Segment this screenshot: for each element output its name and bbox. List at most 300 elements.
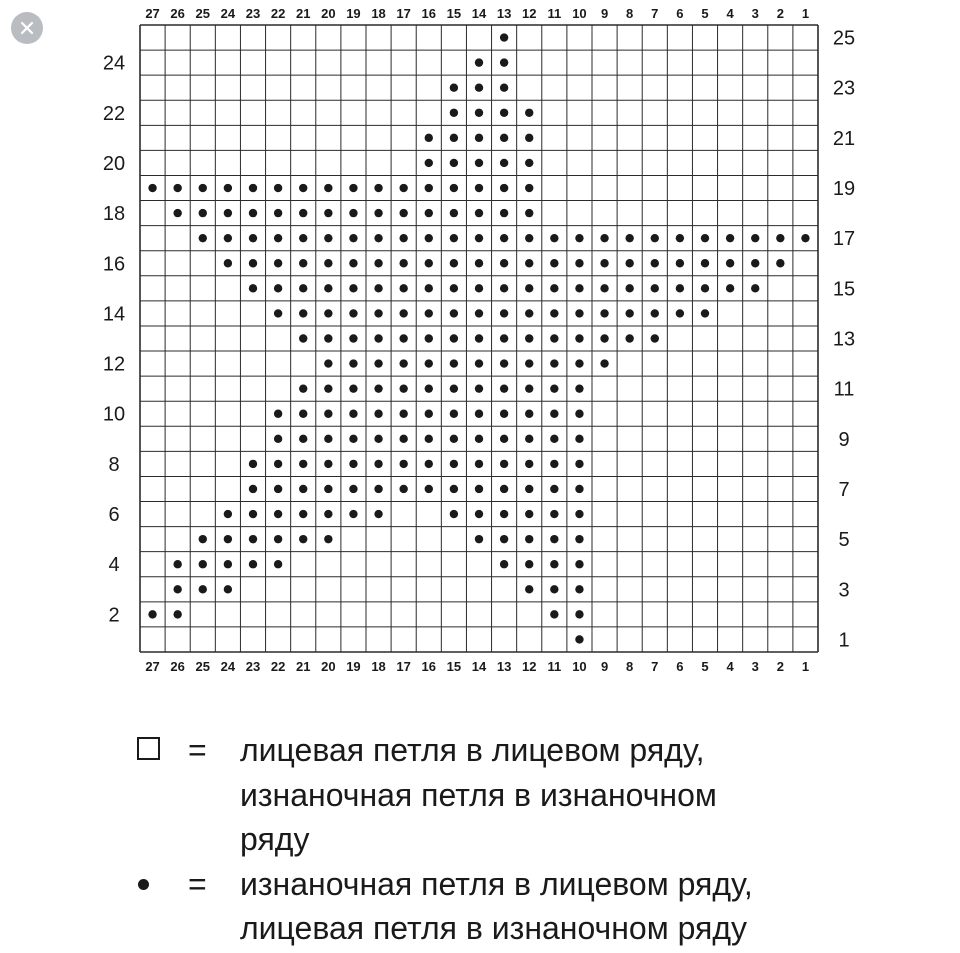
purl-stitch-dot — [651, 259, 659, 267]
column-label-top: 26 — [170, 6, 185, 21]
purl-stitch-dot — [575, 309, 583, 317]
row-label-right: 9 — [838, 428, 850, 451]
column-label-top: 17 — [396, 6, 411, 21]
purl-stitch-dot — [324, 234, 332, 242]
purl-stitch-dot — [349, 209, 357, 217]
row-label-right: 7 — [838, 478, 850, 501]
purl-stitch-dot — [450, 109, 458, 117]
purl-stitch-dot — [500, 159, 508, 167]
purl-stitch-dot — [550, 435, 558, 443]
purl-stitch-dot — [224, 184, 232, 192]
purl-stitch-dot — [299, 209, 307, 217]
column-label-bottom: 22 — [270, 659, 286, 674]
purl-stitch-dot — [299, 284, 307, 292]
column-label-top: 11 — [547, 6, 562, 21]
purl-stitch-dot — [475, 134, 483, 142]
purl-stitch-dot — [399, 184, 407, 192]
purl-stitch-dot — [475, 334, 483, 342]
purl-stitch-dot — [500, 384, 508, 392]
purl-stitch-dot — [450, 410, 458, 418]
purl-stitch-dot — [500, 284, 508, 292]
purl-stitch-dot — [550, 610, 558, 618]
purl-stitch-dot — [525, 259, 533, 267]
column-label-bottom: 1 — [801, 659, 810, 674]
column-label-bottom: 19 — [346, 659, 361, 674]
row-label-right: 25 — [832, 27, 856, 50]
purl-stitch-dot — [374, 234, 382, 242]
purl-stitch-dot — [625, 309, 633, 317]
purl-stitch-dot — [550, 234, 558, 242]
purl-stitch-dot — [349, 184, 357, 192]
row-label-right: 23 — [832, 77, 856, 100]
row-label-right: 17 — [832, 228, 856, 251]
purl-stitch-dot — [199, 535, 207, 543]
purl-stitch-dot — [751, 234, 759, 242]
purl-stitch-dot — [374, 460, 382, 468]
purl-stitch-dot — [525, 410, 533, 418]
purl-stitch-dot — [651, 284, 659, 292]
purl-stitch-dot — [249, 460, 257, 468]
purl-stitch-dot — [726, 284, 734, 292]
purl-stitch-dot — [726, 259, 734, 267]
column-label-top: 2 — [776, 6, 784, 21]
purl-stitch-dot — [349, 334, 357, 342]
purl-stitch-dot — [274, 485, 282, 493]
column-label-bottom: 8 — [626, 659, 634, 674]
purl-stitch-dot — [299, 334, 307, 342]
purl-stitch-dot — [500, 359, 508, 367]
purl-stitch-dot — [425, 485, 433, 493]
purl-stitch-dot — [374, 184, 382, 192]
purl-stitch-dot — [425, 384, 433, 392]
purl-stitch-dot — [224, 535, 232, 543]
purl-stitch-dot — [450, 209, 458, 217]
purl-stitch-dot — [475, 234, 483, 242]
purl-stitch-dot — [475, 159, 483, 167]
column-label-top: 24 — [220, 6, 236, 21]
purl-stitch-dot — [224, 510, 232, 518]
purl-stitch-dot — [399, 234, 407, 242]
row-label-left: 2 — [108, 604, 120, 627]
purl-stitch-dot — [399, 284, 407, 292]
column-label-top: 8 — [626, 6, 634, 21]
purl-stitch-dot — [500, 460, 508, 468]
purl-stitch-dot — [274, 309, 282, 317]
purl-stitch-dot — [525, 535, 533, 543]
purl-stitch-dot — [575, 585, 583, 593]
purl-stitch-dot — [249, 234, 257, 242]
legend-knit-line-3: ряду — [240, 821, 310, 857]
purl-stitch-dot — [525, 384, 533, 392]
purl-stitch-dot — [324, 384, 332, 392]
purl-stitch-dot — [600, 334, 608, 342]
purl-stitch-dot — [349, 435, 357, 443]
purl-stitch-dot — [676, 309, 684, 317]
row-label-left: 20 — [102, 152, 126, 175]
purl-stitch-dot — [324, 359, 332, 367]
row-label-right: 3 — [838, 579, 850, 602]
purl-stitch-dot — [199, 234, 207, 242]
purl-stitch-dot — [575, 284, 583, 292]
purl-stitch-dot — [324, 435, 332, 443]
purl-stitch-dot — [475, 460, 483, 468]
close-icon — [20, 21, 34, 35]
column-label-bottom: 9 — [600, 659, 609, 674]
purl-stitch-dot — [324, 334, 332, 342]
purl-stitch-dot — [249, 259, 257, 267]
purl-stitch-dot — [148, 610, 156, 618]
purl-stitch-dot — [751, 284, 759, 292]
purl-stitch-dot — [475, 435, 483, 443]
purl-stitch-dot — [651, 334, 659, 342]
column-label-top: 1 — [801, 6, 810, 21]
purl-stitch-dot — [475, 109, 483, 117]
purl-stitch-dot — [500, 410, 508, 418]
purl-stitch-dot — [475, 259, 483, 267]
purl-stitch-dot — [349, 259, 357, 267]
purl-stitch-dot — [600, 284, 608, 292]
purl-stitch-dot — [425, 359, 433, 367]
purl-stitch-dot — [500, 259, 508, 267]
purl-stitch-dot — [450, 334, 458, 342]
purl-stitch-dot — [299, 384, 307, 392]
purl-stitch-dot — [500, 134, 508, 142]
purl-stitch-dot — [425, 284, 433, 292]
purl-stitch-dot — [425, 460, 433, 468]
purl-stitch-dot — [324, 485, 332, 493]
purl-stitch-dot — [525, 485, 533, 493]
column-label-bottom: 12 — [521, 659, 537, 674]
row-label-right: 5 — [838, 529, 850, 552]
purl-stitch-dot — [525, 109, 533, 117]
column-label-top: 13 — [496, 6, 512, 21]
purl-stitch-dot — [500, 234, 508, 242]
purl-stitch-dot — [224, 234, 232, 242]
purl-stitch-dot — [450, 359, 458, 367]
legend-knit-line-1: лицевая петля в лицевом ряду, — [240, 732, 705, 768]
column-label-bottom: 27 — [145, 659, 160, 674]
purl-stitch-dot — [550, 309, 558, 317]
purl-stitch-dot — [575, 460, 583, 468]
purl-stitch-dot — [374, 209, 382, 217]
purl-stitch-dot — [550, 535, 558, 543]
legend-purl-line-2: лицевая петля в изнаночном ряду — [240, 910, 748, 946]
legend-purl-line-1: изнаночная петля в лицевом ряду, — [240, 866, 753, 902]
purl-stitch-dot — [425, 259, 433, 267]
purl-stitch-dot — [575, 635, 583, 643]
purl-stitch-dot — [173, 610, 181, 618]
purl-stitch-dot — [274, 435, 282, 443]
purl-stitch-dot — [324, 309, 332, 317]
purl-stitch-dot — [550, 510, 558, 518]
column-label-top: 15 — [446, 6, 462, 21]
purl-stitch-dot — [450, 309, 458, 317]
row-label-left: 8 — [108, 453, 120, 476]
purl-stitch-dot — [399, 209, 407, 217]
row-label-right: 1 — [838, 629, 850, 652]
purl-stitch-dot — [701, 234, 709, 242]
purl-stitch-dot — [550, 259, 558, 267]
column-label-bottom: 7 — [651, 659, 659, 674]
purl-stitch-dot — [525, 460, 533, 468]
purl-stitch-dot — [425, 184, 433, 192]
column-label-bottom: 5 — [701, 659, 709, 674]
purl-stitch-dot — [173, 209, 181, 217]
purl-stitch-dot — [274, 410, 282, 418]
purl-stitch-dot — [550, 359, 558, 367]
purl-stitch-dot — [475, 384, 483, 392]
column-label-top: 18 — [371, 6, 386, 21]
purl-stitch-dot — [751, 259, 759, 267]
row-label-left: 14 — [102, 303, 126, 326]
purl-stitch-dot — [550, 560, 558, 568]
purl-stitch-dot — [525, 184, 533, 192]
purl-stitch-dot — [475, 359, 483, 367]
purl-stitch-dot — [224, 259, 232, 267]
purl-stitch-dot — [500, 334, 508, 342]
purl-stitch-dot — [249, 209, 257, 217]
purl-stitch-dot — [701, 259, 709, 267]
purl-stitch-dot — [299, 184, 307, 192]
purl-stitch-dot — [575, 560, 583, 568]
purl-stitch-dot — [148, 184, 156, 192]
purl-stitch-dot — [575, 485, 583, 493]
purl-stitch-dot — [324, 410, 332, 418]
purl-stitch-dot — [224, 560, 232, 568]
legend-equals-1: = — [188, 732, 207, 768]
column-label-bottom: 2 — [776, 659, 784, 674]
purl-stitch-dot — [500, 58, 508, 66]
purl-stitch-dot — [173, 184, 181, 192]
column-label-top: 21 — [295, 6, 311, 21]
purl-stitch-dot — [349, 359, 357, 367]
purl-stitch-dot — [324, 510, 332, 518]
purl-stitch-dot — [324, 535, 332, 543]
purl-stitch-dot — [349, 384, 357, 392]
row-label-left: 4 — [108, 554, 120, 577]
purl-stitch-dot — [575, 435, 583, 443]
row-label-left: 6 — [108, 504, 120, 527]
purl-stitch-dot — [299, 485, 307, 493]
column-label-bottom: 14 — [471, 659, 487, 674]
purl-stitch-dot — [500, 209, 508, 217]
purl-stitch-dot — [299, 234, 307, 242]
column-label-top: 22 — [270, 6, 286, 21]
purl-stitch-dot — [349, 460, 357, 468]
purl-stitch-dot — [450, 460, 458, 468]
purl-stitch-dot — [425, 209, 433, 217]
column-label-bottom: 13 — [496, 659, 512, 674]
row-label-left: 12 — [102, 353, 126, 376]
purl-stitch-dot — [450, 485, 458, 493]
purl-stitch-dot — [500, 109, 508, 117]
purl-stitch-dot — [475, 535, 483, 543]
column-label-top: 14 — [471, 6, 487, 21]
purl-stitch-dot — [676, 234, 684, 242]
row-label-left: 10 — [102, 403, 126, 426]
purl-stitch-dot — [475, 209, 483, 217]
purl-stitch-dot — [450, 284, 458, 292]
column-label-bottom: 15 — [446, 659, 462, 674]
purl-stitch-dot — [575, 234, 583, 242]
row-label-left: 16 — [102, 253, 126, 276]
purl-stitch-dot — [274, 209, 282, 217]
purl-stitch-dot — [324, 259, 332, 267]
purl-stitch-dot — [299, 410, 307, 418]
purl-stitch-dot — [550, 384, 558, 392]
purl-stitch-dot — [600, 359, 608, 367]
purl-stitch-dot — [249, 510, 257, 518]
row-label-right: 21 — [832, 127, 856, 150]
purl-stitch-dot — [399, 435, 407, 443]
column-label-top: 23 — [245, 6, 261, 21]
purl-stitch-dot — [349, 510, 357, 518]
purl-stitch-dot — [399, 384, 407, 392]
purl-stitch-dot — [500, 184, 508, 192]
purl-stitch-dot — [374, 435, 382, 443]
row-label-right: 11 — [833, 378, 855, 401]
purl-stitch-dot — [274, 234, 282, 242]
purl-stitch-dot — [249, 560, 257, 568]
purl-stitch-dot — [600, 259, 608, 267]
purl-stitch-dot — [299, 309, 307, 317]
purl-stitch-dot — [349, 410, 357, 418]
purl-stitch-dot — [575, 259, 583, 267]
column-label-top: 19 — [346, 6, 361, 21]
purl-stitch-dot — [274, 510, 282, 518]
purl-stitch-dot — [349, 284, 357, 292]
purl-stitch-dot — [324, 209, 332, 217]
purl-stitch-dot — [525, 435, 533, 443]
purl-stitch-dot — [525, 159, 533, 167]
column-label-top: 27 — [145, 6, 160, 21]
purl-stitch-dot — [600, 234, 608, 242]
column-label-top: 20 — [321, 6, 336, 21]
purl-stitch-dot — [625, 284, 633, 292]
purl-stitch-dot — [425, 234, 433, 242]
purl-stitch-dot — [274, 184, 282, 192]
purl-stitch-dot — [450, 384, 458, 392]
column-label-top: 7 — [651, 6, 659, 21]
legend-equals-2: = — [188, 866, 207, 902]
purl-stitch-dot — [776, 259, 784, 267]
purl-stitch-dot — [399, 359, 407, 367]
purl-stitch-dot — [676, 284, 684, 292]
purl-stitch-dot — [399, 309, 407, 317]
purl-stitch-dot — [550, 460, 558, 468]
purl-stitch-dot — [500, 560, 508, 568]
purl-stitch-dot — [651, 309, 659, 317]
column-label-bottom: 6 — [676, 659, 684, 674]
purl-stitch-dot — [450, 184, 458, 192]
purl-stitch-dot — [525, 209, 533, 217]
purl-stitch-dot — [425, 159, 433, 167]
purl-stitch-dot — [651, 234, 659, 242]
purl-stitch-dot — [299, 460, 307, 468]
purl-stitch-dot — [324, 184, 332, 192]
purl-stitch-dot — [500, 309, 508, 317]
legend-dot-symbol — [138, 879, 149, 890]
purl-stitch-dot — [399, 334, 407, 342]
purl-stitch-dot — [249, 485, 257, 493]
purl-stitch-dot — [224, 585, 232, 593]
purl-stitch-dot — [249, 184, 257, 192]
purl-stitch-dot — [349, 485, 357, 493]
purl-stitch-dot — [349, 309, 357, 317]
column-label-bottom: 16 — [421, 659, 437, 674]
purl-stitch-dot — [475, 284, 483, 292]
purl-stitch-dot — [274, 535, 282, 543]
purl-stitch-dot — [399, 460, 407, 468]
purl-stitch-dot — [475, 58, 483, 66]
purl-stitch-dot — [299, 510, 307, 518]
purl-stitch-dot — [374, 510, 382, 518]
purl-stitch-dot — [475, 184, 483, 192]
column-label-top: 10 — [572, 6, 587, 21]
purl-stitch-dot — [399, 259, 407, 267]
purl-stitch-dot — [575, 510, 583, 518]
purl-stitch-dot — [450, 84, 458, 92]
purl-stitch-dot — [374, 359, 382, 367]
column-label-bottom: 11 — [547, 659, 562, 674]
purl-stitch-dot — [425, 410, 433, 418]
purl-stitch-dot — [299, 259, 307, 267]
column-label-bottom: 24 — [220, 659, 236, 674]
purl-stitch-dot — [726, 234, 734, 242]
column-label-top: 5 — [701, 6, 709, 21]
purl-stitch-dot — [274, 560, 282, 568]
purl-stitch-dot — [525, 585, 533, 593]
purl-stitch-dot — [324, 460, 332, 468]
column-label-bottom: 25 — [195, 659, 211, 674]
column-label-bottom: 17 — [396, 659, 411, 674]
purl-stitch-dot — [450, 134, 458, 142]
purl-stitch-dot — [550, 334, 558, 342]
purl-stitch-dot — [450, 510, 458, 518]
purl-stitch-dot — [776, 234, 784, 242]
purl-stitch-dot — [374, 309, 382, 317]
purl-stitch-dot — [525, 560, 533, 568]
purl-stitch-dot — [274, 284, 282, 292]
purl-stitch-dot — [425, 334, 433, 342]
purl-stitch-dot — [525, 359, 533, 367]
purl-stitch-dot — [550, 485, 558, 493]
close-button[interactable] — [11, 12, 43, 44]
purl-stitch-dot — [425, 435, 433, 443]
purl-stitch-dot — [249, 535, 257, 543]
purl-stitch-dot — [324, 284, 332, 292]
purl-stitch-dot — [600, 309, 608, 317]
row-label-right: 13 — [832, 328, 856, 351]
column-label-top: 6 — [676, 6, 684, 21]
purl-stitch-dot — [475, 410, 483, 418]
purl-stitch-dot — [475, 309, 483, 317]
column-label-top: 9 — [600, 6, 609, 21]
column-label-bottom: 26 — [170, 659, 185, 674]
purl-stitch-dot — [625, 234, 633, 242]
purl-stitch-dot — [525, 134, 533, 142]
purl-stitch-dot — [274, 460, 282, 468]
column-label-bottom: 10 — [572, 659, 587, 674]
purl-stitch-dot — [224, 209, 232, 217]
purl-stitch-dot — [500, 485, 508, 493]
purl-stitch-dot — [575, 535, 583, 543]
row-label-right: 15 — [832, 278, 856, 301]
purl-stitch-dot — [801, 234, 809, 242]
purl-stitch-dot — [550, 284, 558, 292]
purl-stitch-dot — [249, 284, 257, 292]
row-label-right: 19 — [832, 178, 856, 201]
